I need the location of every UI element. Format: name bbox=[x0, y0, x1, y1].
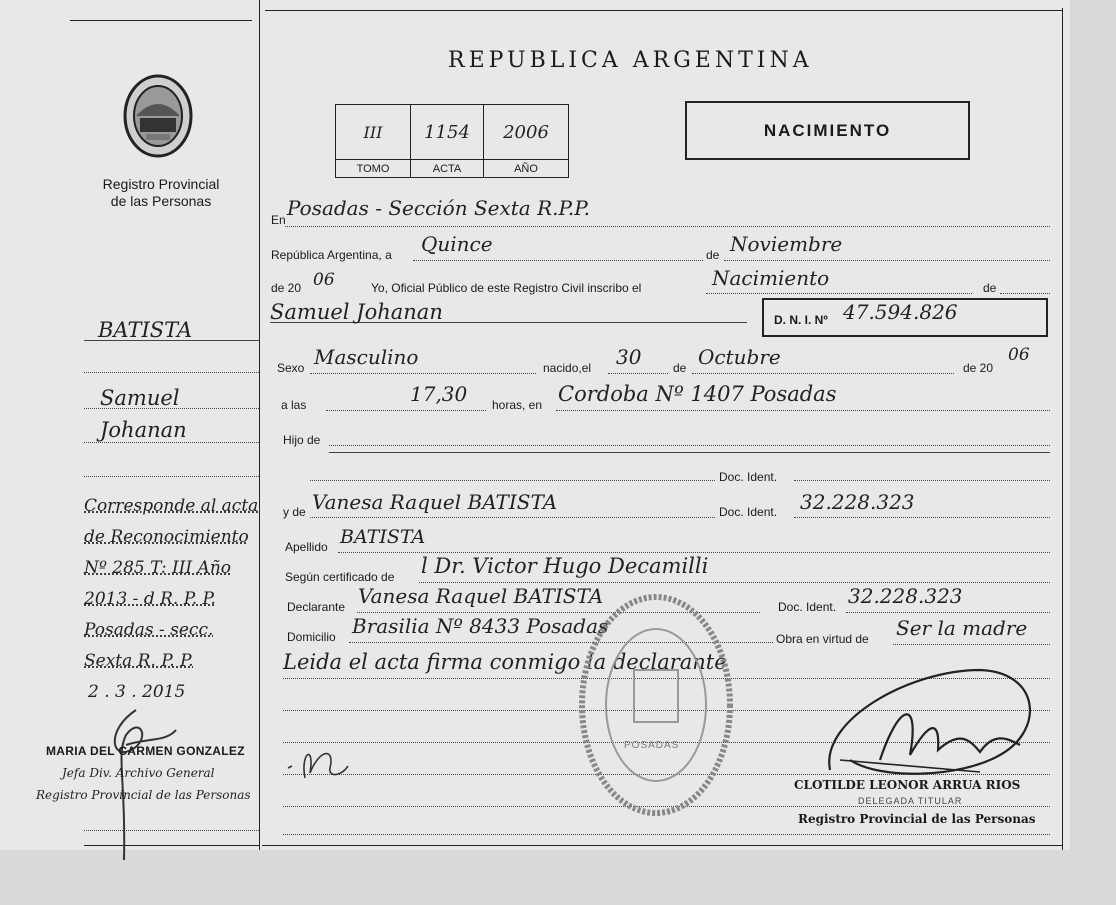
note-line: Corresponde al acta bbox=[84, 496, 259, 516]
father-strike bbox=[329, 452, 1050, 453]
de-line-2 bbox=[1000, 293, 1050, 294]
address-value: Brasilia Nº 8433 Posadas bbox=[352, 614, 609, 638]
anio-value: 2006 bbox=[484, 105, 569, 160]
dni-label: D. N. I. Nº bbox=[774, 313, 828, 327]
mother-line bbox=[310, 517, 715, 518]
father-line bbox=[329, 445, 1050, 446]
hijo-label: Hijo de bbox=[283, 433, 321, 447]
doc-ident-label-3: Doc. Ident. bbox=[778, 600, 837, 614]
year-suffix: 06 bbox=[313, 270, 335, 290]
birth-place-line bbox=[556, 410, 1050, 411]
mother-doc-line bbox=[794, 517, 1050, 518]
note-line: Posadas - secc. bbox=[84, 620, 214, 640]
dni-value: 47.594.826 bbox=[843, 300, 958, 324]
official-text: Yo, Oficial Público de este Registro Civil inscribo el bbox=[371, 281, 642, 295]
apellido-label: Apellido bbox=[285, 540, 328, 554]
domicilio-label: Domicilio bbox=[287, 630, 336, 644]
apellido-line bbox=[338, 552, 1050, 553]
doc-ident-label-2: Doc. Ident. bbox=[719, 505, 778, 519]
sex-line bbox=[310, 373, 536, 374]
de20-label-2: de 20 bbox=[963, 361, 994, 375]
birth-month: Octubre bbox=[698, 345, 781, 369]
left-given-name-2: Johanan bbox=[100, 418, 187, 442]
main-bottom-rule bbox=[262, 845, 1062, 846]
tomo-label: TOMO bbox=[336, 160, 411, 178]
alas-label: a las bbox=[281, 398, 307, 412]
left-dots-1 bbox=[84, 372, 259, 373]
note-line: 2013 - d R. P. P. bbox=[84, 589, 216, 609]
left-dots-5 bbox=[84, 830, 259, 831]
declarant-name: Vanesa Raquel BATISTA bbox=[358, 584, 604, 608]
father-line-2 bbox=[310, 480, 715, 481]
registrar-org: Registro Provincial de las Personas bbox=[798, 812, 1036, 826]
anio-label: AÑO bbox=[484, 160, 569, 178]
declarant-doc-line bbox=[846, 612, 1050, 613]
capacity-value: Ser la madre bbox=[896, 616, 1028, 640]
en-label: En bbox=[271, 213, 286, 227]
month-value: Noviembre bbox=[730, 232, 843, 256]
father-doc-line bbox=[794, 480, 1050, 481]
birth-day: 30 bbox=[616, 345, 642, 369]
official-title: Jefa Div. Archivo General bbox=[62, 766, 215, 780]
republica-label: República Argentina, a bbox=[271, 248, 392, 262]
left-dots-2 bbox=[84, 408, 259, 409]
apellido-value: BATISTA bbox=[340, 526, 426, 548]
note-date: 2 . 3 . 2015 bbox=[88, 682, 186, 702]
tomo-value: III bbox=[336, 105, 411, 160]
archive-signature bbox=[96, 700, 186, 870]
official-stamp bbox=[576, 590, 736, 820]
horas-label: horas, en bbox=[492, 398, 543, 412]
closing-text: Leida el acta firma conmigo la declarante bbox=[283, 650, 727, 674]
certificate-by: l Dr. Victor Hugo Decamilli bbox=[421, 554, 709, 578]
note-line: Nº 285 T: III Año bbox=[84, 558, 231, 578]
country-title: REPUBLICA ARGENTINA bbox=[448, 48, 813, 73]
declarant-doc: 32.228.323 bbox=[848, 584, 963, 608]
registry-name-line2: de las Personas bbox=[110, 193, 212, 209]
yde-label: y de bbox=[283, 505, 306, 519]
declarante-label: Declarante bbox=[287, 600, 346, 614]
official-org: Registro Provincial de las Personas bbox=[36, 788, 251, 802]
declarant-signature bbox=[280, 738, 360, 788]
acta-label: ACTA bbox=[411, 160, 484, 178]
acta-value: 1154 bbox=[411, 105, 484, 160]
left-top-rule bbox=[70, 20, 252, 21]
sexo-label: Sexo bbox=[277, 361, 305, 375]
certificado-label: Según certificado de bbox=[285, 570, 395, 584]
record-type-box: NACIMIENTO bbox=[685, 101, 970, 160]
registrar-title: DELEGADA TITULAR bbox=[858, 796, 963, 806]
sex-value: Masculino bbox=[314, 345, 419, 369]
official-name: MARIA DEL CARMEN GONZALEZ bbox=[46, 744, 245, 758]
registry-name bbox=[70, 176, 252, 210]
note-line: Sexta R. P. P. bbox=[84, 651, 194, 671]
left-dots-3 bbox=[84, 442, 259, 443]
day-line bbox=[413, 260, 703, 261]
act-type-line bbox=[706, 293, 972, 294]
place-line bbox=[285, 226, 1050, 227]
mother-name: Vanesa Raquel BATISTA bbox=[312, 490, 558, 514]
left-dots-4 bbox=[84, 476, 259, 477]
de-label-2: de bbox=[983, 281, 997, 295]
marginal-note bbox=[84, 491, 258, 708]
left-given-name-1: Samuel bbox=[100, 386, 180, 410]
place-value: Posadas - Sección Sexta R.P.P. bbox=[287, 196, 591, 220]
certificado-line bbox=[419, 582, 1050, 583]
birth-place: Cordoba Nº 1407 Posadas bbox=[558, 382, 837, 406]
de-label: de bbox=[706, 248, 720, 262]
main-top-rule bbox=[265, 10, 1062, 11]
nacido-label: nacido,el bbox=[543, 361, 592, 375]
birth-year-suffix: 06 bbox=[1008, 345, 1030, 365]
time-line bbox=[326, 410, 486, 411]
mother-doc: 32.228.323 bbox=[800, 490, 915, 514]
birth-day-line bbox=[608, 373, 668, 374]
left-surname: BATISTA bbox=[98, 318, 193, 342]
birth-month-line bbox=[692, 373, 954, 374]
registrar-signature bbox=[820, 660, 1050, 790]
note-line: de Reconocimiento bbox=[84, 527, 249, 547]
right-border bbox=[1062, 8, 1063, 850]
column-divider bbox=[259, 0, 260, 850]
birth-time: 17,30 bbox=[410, 382, 468, 406]
record-number-box bbox=[335, 104, 569, 178]
de20-label: de 20 bbox=[271, 281, 302, 295]
day-value: Quince bbox=[421, 232, 493, 256]
obra-label: Obra en virtud de bbox=[776, 632, 869, 646]
de-label-3: de bbox=[673, 361, 687, 375]
stamp-center-text: POSADAS bbox=[624, 740, 680, 751]
registry-name-line1: Registro Provincial bbox=[102, 176, 220, 192]
capacity-line bbox=[893, 644, 1050, 645]
closing-line-6 bbox=[283, 834, 1050, 835]
doc-ident-label-1: Doc. Ident. bbox=[719, 470, 778, 484]
act-type-value: Nacimiento bbox=[712, 266, 830, 290]
month-line bbox=[724, 260, 1050, 261]
full-name: Samuel Johanan bbox=[270, 300, 443, 324]
registrar-name: CLOTILDE LEONOR ARRUA RIOS bbox=[794, 778, 1021, 792]
province-seal bbox=[122, 72, 194, 160]
